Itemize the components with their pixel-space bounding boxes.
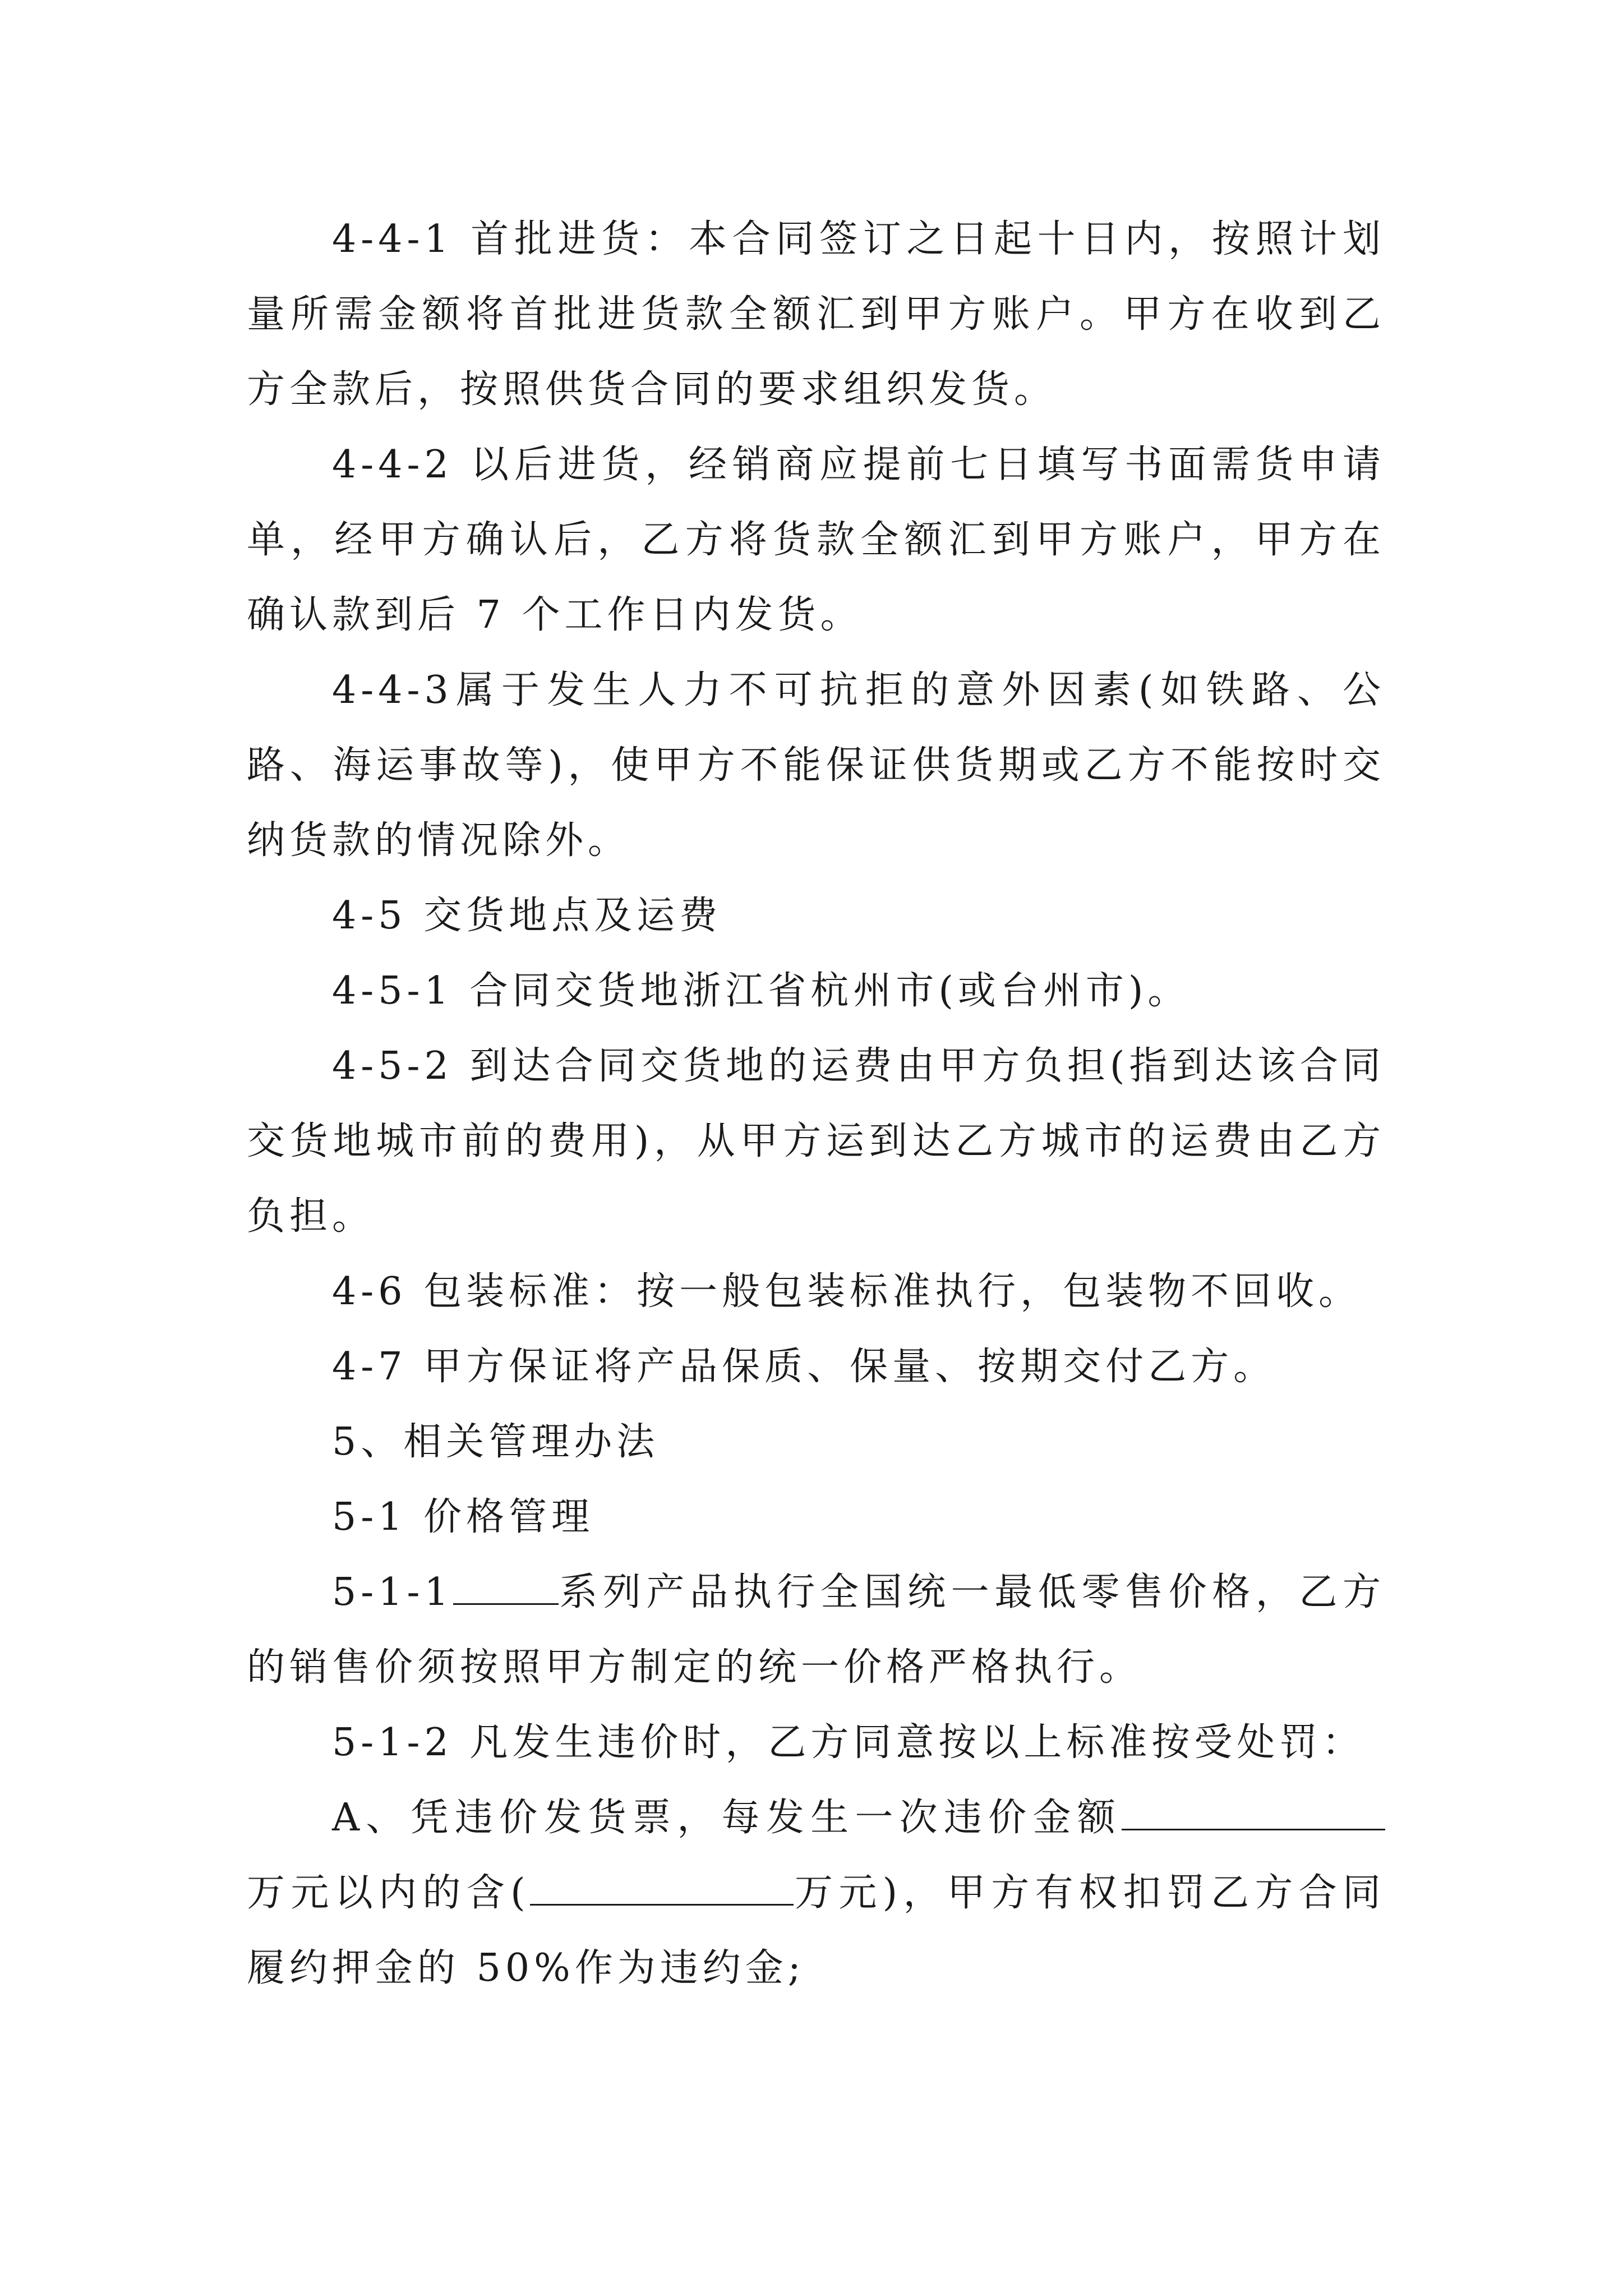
clause-4-5-1: 4-5-1 合同交货地浙江省杭州市(或台州市)。 (332, 969, 1191, 1013)
clause-a-text-1: A、凭违价发货票，每发生一次违价金额 (332, 1796, 1122, 1840)
document-body (247, 202, 1385, 2006)
clause-5-1-1-text: 系列产品执行全国统一最低零售价格，乙方的销售价须按照甲方制定的统一价格严格执行。 (247, 1570, 1385, 1690)
clause-5-1-1 (247, 1555, 1385, 1705)
clause-4-6: 4-6 包装标准：按一般包装标准执行，包装物不回收。 (332, 1269, 1362, 1314)
clause-4-7: 4-7 甲方保证将产品保质、保量、按期交付乙方。 (332, 1345, 1276, 1389)
clause-a (247, 1780, 1385, 2006)
clause-4-4-3: 4-4-3属于发生人力不可抗拒的意外因素(如铁路、公路、海运事故等)，使甲方不能保证供货期或乙方不能按时交纳货款的情况除外。 (247, 668, 1385, 863)
clause-a-text-2: 万元以内的含( (247, 1871, 530, 1915)
amount-blank-1 (1122, 1789, 1385, 1830)
clause-a-text-3: 万元)，甲方有权扣罚乙方合同履约押金的 50%作为违约金; (247, 1871, 1386, 1990)
section-5-heading: 5、相关管理办法 (332, 1420, 660, 1464)
clause-4-4-1: 4-4-1 首批进货：本合同签订之日起十日内，按照计划量所需金额将首批进货款全额汇到甲方账户。甲方在收到乙方全款后，按照供货合同的要求组织发货。 (247, 217, 1385, 412)
clause-5-1-1-number: 5-1-1 (332, 1570, 453, 1614)
clause-4-5-heading: 4-5 交货地点及运费 (332, 894, 722, 938)
clause-4-4-2: 4-4-2 以后进货，经销商应提前七日填写书面需货申请单，经甲方确认后，乙方将货款全额汇到甲方账户，甲方在确认款到后 7 个工作日内发货。 (247, 443, 1385, 637)
amount-blank-2 (530, 1865, 794, 1906)
clause-4-5-2: 4-5-2 到达合同交货地的运费由甲方负担(指到达该合同交货地城市前的费用)，从甲方运到达乙方城市的运费由乙方负担。 (247, 1044, 1386, 1239)
clause-5-1-heading: 5-1 价格管理 (332, 1495, 594, 1539)
product-series-blank (453, 1564, 559, 1605)
clause-5-1-2: 5-1-2 凡发生违价时，乙方同意按以上标准按受处罚： (332, 1720, 1365, 1765)
